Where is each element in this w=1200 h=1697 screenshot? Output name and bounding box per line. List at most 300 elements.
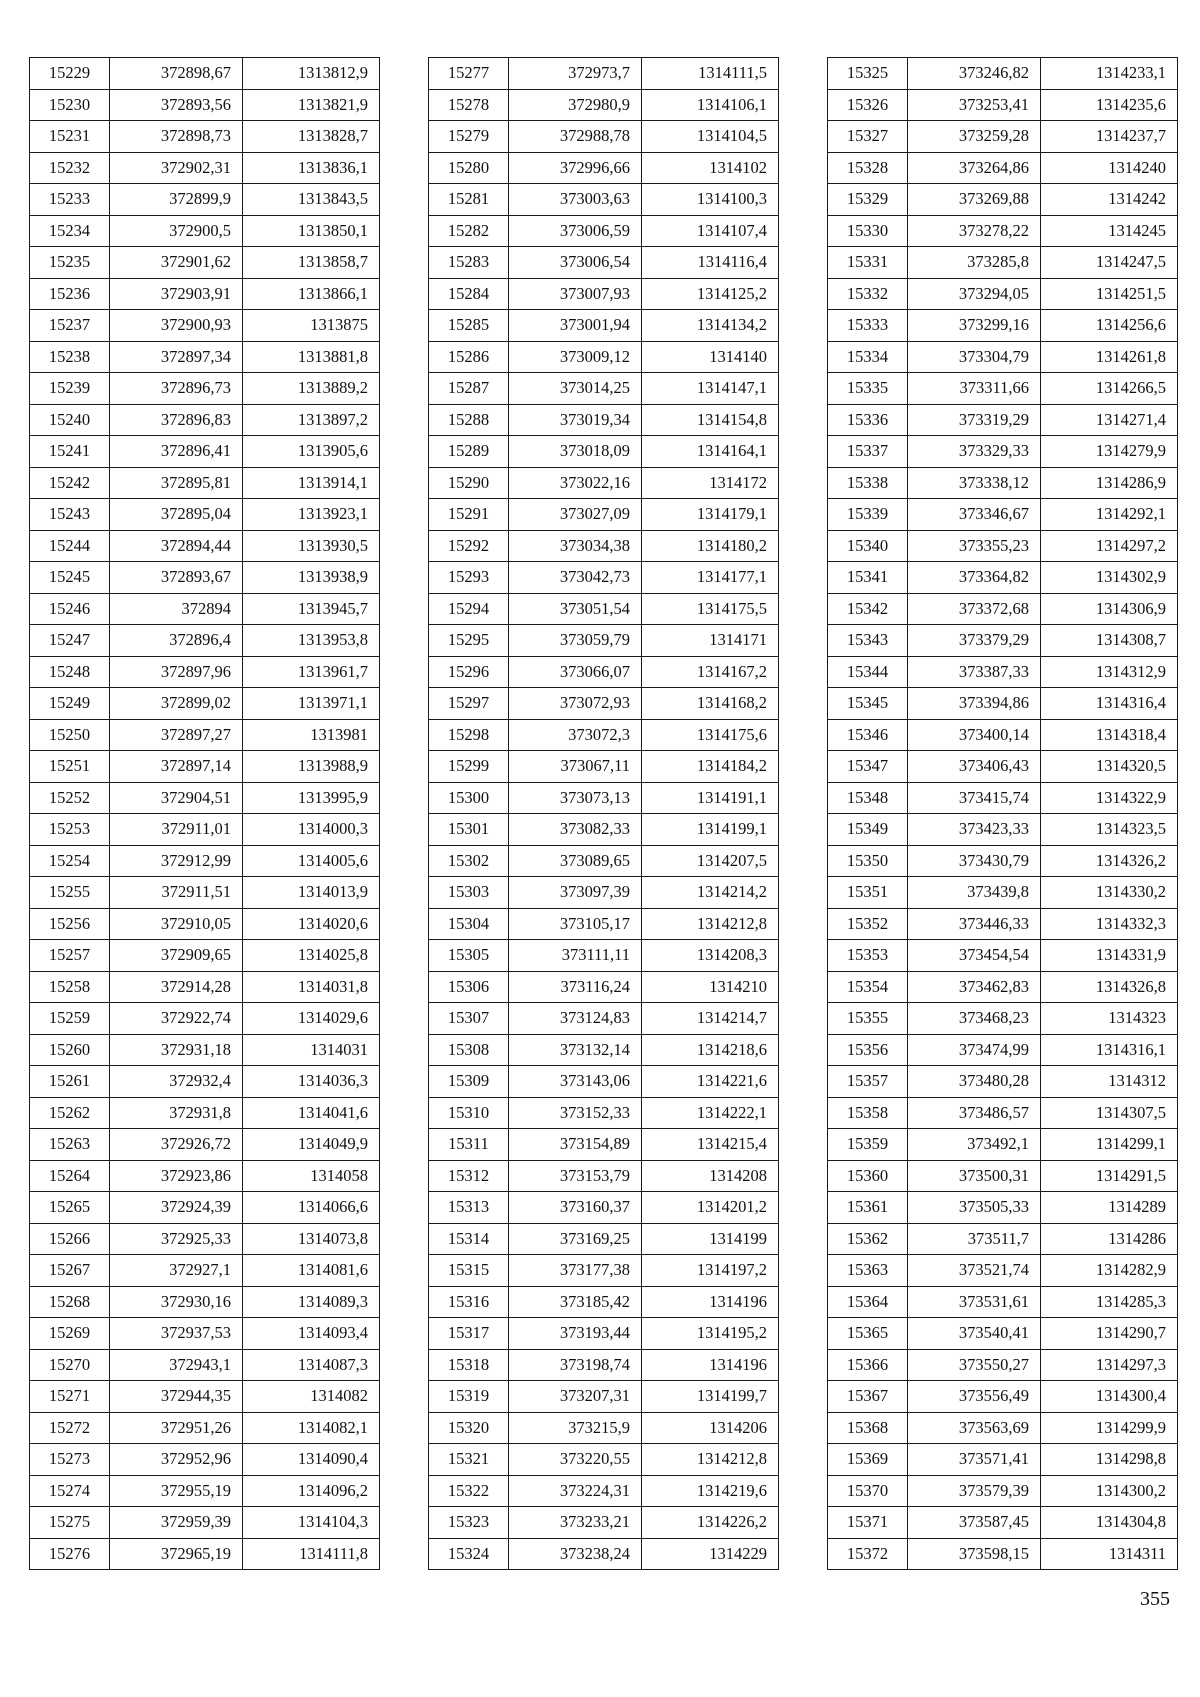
y-coordinate-cell: 1314096,2 [243,1475,380,1507]
point-number-cell: 15233 [30,184,110,216]
table-row [30,688,380,720]
table-row [429,467,779,499]
point-number-cell: 15293 [429,562,509,594]
y-coordinate-cell: 1314093,4 [243,1318,380,1350]
point-number-cell: 15343 [828,625,908,657]
table-row [30,908,380,940]
point-number-cell: 15290 [429,467,509,499]
point-number-cell: 15281 [429,184,509,216]
x-coordinate-cell: 372899,02 [110,688,243,720]
point-number-cell: 15323 [429,1507,509,1539]
table-row [30,121,380,153]
x-coordinate-cell: 373511,7 [908,1223,1041,1255]
table-row [429,940,779,972]
table-row [30,1160,380,1192]
point-number-cell: 15358 [828,1097,908,1129]
y-coordinate-cell: 1314290,7 [1041,1318,1178,1350]
table-row [30,593,380,625]
point-number-cell: 15304 [429,908,509,940]
y-coordinate-cell: 1314013,9 [243,877,380,909]
table-row [429,719,779,751]
x-coordinate-cell: 373207,31 [509,1381,642,1413]
x-coordinate-cell: 373042,73 [509,562,642,594]
table-row [30,184,380,216]
x-coordinate-cell: 372937,53 [110,1318,243,1350]
y-coordinate-cell: 1314058 [243,1160,380,1192]
y-coordinate-cell: 1314219,6 [642,1475,779,1507]
y-coordinate-cell: 1314312 [1041,1066,1178,1098]
x-coordinate-cell: 373153,79 [509,1160,642,1192]
y-coordinate-cell: 1314031 [243,1034,380,1066]
x-coordinate-cell: 373259,28 [908,121,1041,153]
x-coordinate-cell: 372900,93 [110,310,243,342]
point-number-cell: 15326 [828,89,908,121]
table-row [429,1255,779,1287]
y-coordinate-cell: 1313971,1 [243,688,380,720]
x-coordinate-cell: 373462,83 [908,971,1041,1003]
point-number-cell: 15272 [30,1412,110,1444]
x-coordinate-cell: 373531,61 [908,1286,1041,1318]
table-row [429,89,779,121]
x-coordinate-cell: 372922,74 [110,1003,243,1035]
point-number-cell: 15229 [30,58,110,90]
point-number-cell: 15329 [828,184,908,216]
y-coordinate-cell: 1314175,6 [642,719,779,751]
table-row [429,121,779,153]
point-number-cell: 15234 [30,215,110,247]
table-row [429,1507,779,1539]
x-coordinate-cell: 373406,43 [908,751,1041,783]
point-number-cell: 15364 [828,1286,908,1318]
y-coordinate-cell: 1314171 [642,625,779,657]
table-row [429,1381,779,1413]
x-coordinate-cell: 372896,4 [110,625,243,657]
point-number-cell: 15363 [828,1255,908,1287]
point-number-cell: 15353 [828,940,908,972]
point-number-cell: 15362 [828,1223,908,1255]
table-row [828,688,1178,720]
x-coordinate-cell: 373009,12 [509,341,642,373]
x-coordinate-cell: 372897,96 [110,656,243,688]
y-coordinate-cell: 1313850,1 [243,215,380,247]
x-coordinate-cell: 372899,9 [110,184,243,216]
table-row [828,1349,1178,1381]
table-row [828,1192,1178,1224]
x-coordinate-cell: 373486,57 [908,1097,1041,1129]
y-coordinate-cell: 1313875 [243,310,380,342]
table-row [828,625,1178,657]
table-row [429,688,779,720]
point-number-cell: 15350 [828,845,908,877]
point-number-cell: 15328 [828,152,908,184]
table-row [429,247,779,279]
table-row [828,1097,1178,1129]
x-coordinate-cell: 373278,22 [908,215,1041,247]
x-coordinate-cell: 373500,31 [908,1160,1041,1192]
y-coordinate-cell: 1314247,5 [1041,247,1178,279]
point-number-cell: 15260 [30,1034,110,1066]
x-coordinate-cell: 373233,21 [509,1507,642,1539]
point-number-cell: 15327 [828,121,908,153]
table-row [30,310,380,342]
point-number-cell: 15306 [429,971,509,1003]
x-coordinate-cell: 373319,29 [908,404,1041,436]
table-row [30,1097,380,1129]
x-coordinate-cell: 372951,26 [110,1412,243,1444]
table-row [429,152,779,184]
point-number-cell: 15253 [30,814,110,846]
y-coordinate-cell: 1314292,1 [1041,499,1178,531]
y-coordinate-cell: 1314240 [1041,152,1178,184]
point-number-cell: 15254 [30,845,110,877]
table-row [30,719,380,751]
table-row [828,247,1178,279]
table-row [429,278,779,310]
x-coordinate-cell: 373454,54 [908,940,1041,972]
x-coordinate-cell: 373364,82 [908,562,1041,594]
x-coordinate-cell: 372927,1 [110,1255,243,1287]
point-number-cell: 15255 [30,877,110,909]
x-coordinate-cell: 373521,74 [908,1255,1041,1287]
y-coordinate-cell: 1314308,7 [1041,625,1178,657]
table-row [30,1255,380,1287]
point-number-cell: 15252 [30,782,110,814]
y-coordinate-cell: 1314316,1 [1041,1034,1178,1066]
point-number-cell: 15368 [828,1412,908,1444]
point-number-cell: 15333 [828,310,908,342]
y-coordinate-cell: 1313923,1 [243,499,380,531]
table-row [828,310,1178,342]
y-coordinate-cell: 1314134,2 [642,310,779,342]
x-coordinate-cell: 372965,19 [110,1538,243,1570]
table-row [30,499,380,531]
table-row [429,593,779,625]
point-number-cell: 15249 [30,688,110,720]
y-coordinate-cell: 1314279,9 [1041,436,1178,468]
table-row [30,1444,380,1476]
y-coordinate-cell: 1313905,6 [243,436,380,468]
point-number-cell: 15243 [30,499,110,531]
y-coordinate-cell: 1314020,6 [243,908,380,940]
x-coordinate-cell: 373246,82 [908,58,1041,90]
y-coordinate-cell: 1314199,7 [642,1381,779,1413]
point-number-cell: 15274 [30,1475,110,1507]
x-coordinate-cell: 373329,33 [908,436,1041,468]
x-coordinate-cell: 373097,39 [509,877,642,909]
x-coordinate-cell: 373034,38 [509,530,642,562]
point-number-cell: 15282 [429,215,509,247]
x-coordinate-cell: 372943,1 [110,1349,243,1381]
x-coordinate-cell: 373379,29 [908,625,1041,657]
y-coordinate-cell: 1314208 [642,1160,779,1192]
y-coordinate-cell: 1314102 [642,152,779,184]
x-coordinate-cell: 373185,42 [509,1286,642,1318]
x-coordinate-cell: 373089,65 [509,845,642,877]
table-row [828,1318,1178,1350]
table-row [828,1160,1178,1192]
point-number-cell: 15277 [429,58,509,90]
point-number-cell: 15355 [828,1003,908,1035]
point-number-cell: 15321 [429,1444,509,1476]
y-coordinate-cell: 1314245 [1041,215,1178,247]
x-coordinate-cell: 372910,05 [110,908,243,940]
table-row [429,1412,779,1444]
x-coordinate-cell: 373492,1 [908,1129,1041,1161]
y-coordinate-cell: 1314172 [642,467,779,499]
table-row [828,373,1178,405]
point-number-cell: 15265 [30,1192,110,1224]
point-number-cell: 15340 [828,530,908,562]
y-coordinate-cell: 1314207,5 [642,845,779,877]
y-coordinate-cell: 1314300,2 [1041,1475,1178,1507]
point-number-cell: 15259 [30,1003,110,1035]
x-coordinate-cell: 373007,93 [509,278,642,310]
y-coordinate-cell: 1313836,1 [243,152,380,184]
x-coordinate-cell: 373563,69 [908,1412,1041,1444]
point-number-cell: 15357 [828,1066,908,1098]
table-row [828,184,1178,216]
y-coordinate-cell: 1314323 [1041,1003,1178,1035]
coordinates-table-2 [428,57,779,1570]
x-coordinate-cell: 372893,67 [110,562,243,594]
x-coordinate-cell: 373027,09 [509,499,642,531]
point-number-cell: 15366 [828,1349,908,1381]
page-number: 355 [1140,1588,1170,1610]
table-row [828,1034,1178,1066]
x-coordinate-cell: 373355,23 [908,530,1041,562]
y-coordinate-cell: 1314089,3 [243,1286,380,1318]
x-coordinate-cell: 372952,96 [110,1444,243,1476]
x-coordinate-cell: 373059,79 [509,625,642,657]
table-row [30,1192,380,1224]
y-coordinate-cell: 1314206 [642,1412,779,1444]
table-row [30,782,380,814]
point-number-cell: 15288 [429,404,509,436]
y-coordinate-cell: 1314005,6 [243,845,380,877]
y-coordinate-cell: 1313812,9 [243,58,380,90]
x-coordinate-cell: 372980,9 [509,89,642,121]
x-coordinate-cell: 373372,68 [908,593,1041,625]
x-coordinate-cell: 373480,28 [908,1066,1041,1098]
point-number-cell: 15297 [429,688,509,720]
x-coordinate-cell: 372931,18 [110,1034,243,1066]
table-row [429,1097,779,1129]
point-number-cell: 15325 [828,58,908,90]
table-row [828,940,1178,972]
table-row [828,656,1178,688]
x-coordinate-cell: 373072,93 [509,688,642,720]
table-row [429,908,779,940]
table-row [30,845,380,877]
y-coordinate-cell: 1314242 [1041,184,1178,216]
y-coordinate-cell: 1314326,8 [1041,971,1178,1003]
x-coordinate-cell: 372914,28 [110,971,243,1003]
y-coordinate-cell: 1313821,9 [243,89,380,121]
table-row [828,152,1178,184]
point-number-cell: 15347 [828,751,908,783]
point-number-cell: 15236 [30,278,110,310]
point-number-cell: 15286 [429,341,509,373]
table-row [828,1003,1178,1035]
table-row [30,152,380,184]
point-number-cell: 15309 [429,1066,509,1098]
x-coordinate-cell: 373001,94 [509,310,642,342]
x-coordinate-cell: 372926,72 [110,1129,243,1161]
table-row [828,1412,1178,1444]
point-number-cell: 15270 [30,1349,110,1381]
y-coordinate-cell: 1314233,1 [1041,58,1178,90]
point-number-cell: 15237 [30,310,110,342]
table-row [429,1223,779,1255]
x-coordinate-cell: 372894,44 [110,530,243,562]
table-row [429,1475,779,1507]
x-coordinate-cell: 372931,8 [110,1097,243,1129]
y-coordinate-cell: 1314177,1 [642,562,779,594]
table-row [30,278,380,310]
table-row [30,1034,380,1066]
y-coordinate-cell: 1313866,1 [243,278,380,310]
y-coordinate-cell: 1314210 [642,971,779,1003]
y-coordinate-cell: 1314215,4 [642,1129,779,1161]
table-row [828,436,1178,468]
x-coordinate-cell: 373072,3 [509,719,642,751]
x-coordinate-cell: 372900,5 [110,215,243,247]
x-coordinate-cell: 373400,14 [908,719,1041,751]
table-row [30,1475,380,1507]
x-coordinate-cell: 373067,11 [509,751,642,783]
table-row [828,341,1178,373]
y-coordinate-cell: 1314299,9 [1041,1412,1178,1444]
y-coordinate-cell: 1314168,2 [642,688,779,720]
y-coordinate-cell: 1314318,4 [1041,719,1178,751]
point-number-cell: 15312 [429,1160,509,1192]
x-coordinate-cell: 373160,37 [509,1192,642,1224]
x-coordinate-cell: 372973,7 [509,58,642,90]
point-number-cell: 15345 [828,688,908,720]
y-coordinate-cell: 1314304,8 [1041,1507,1178,1539]
x-coordinate-cell: 373152,33 [509,1097,642,1129]
y-coordinate-cell: 1314180,2 [642,530,779,562]
point-number-cell: 15344 [828,656,908,688]
y-coordinate-cell: 1313995,9 [243,782,380,814]
x-coordinate-cell: 373579,39 [908,1475,1041,1507]
table-row [30,877,380,909]
x-coordinate-cell: 373571,41 [908,1444,1041,1476]
point-number-cell: 15369 [828,1444,908,1476]
x-coordinate-cell: 372897,27 [110,719,243,751]
point-number-cell: 15335 [828,373,908,405]
x-coordinate-cell: 373220,55 [509,1444,642,1476]
point-number-cell: 15342 [828,593,908,625]
x-coordinate-cell: 372893,56 [110,89,243,121]
point-number-cell: 15310 [429,1097,509,1129]
y-coordinate-cell: 1314199 [642,1223,779,1255]
table-row [429,499,779,531]
point-number-cell: 15317 [429,1318,509,1350]
point-number-cell: 15341 [828,562,908,594]
x-coordinate-cell: 372903,91 [110,278,243,310]
y-coordinate-cell: 1314164,1 [642,436,779,468]
table-row [30,89,380,121]
point-number-cell: 15354 [828,971,908,1003]
y-coordinate-cell: 1314291,5 [1041,1160,1178,1192]
y-coordinate-cell: 1314111,8 [243,1538,380,1570]
point-number-cell: 15336 [828,404,908,436]
x-coordinate-cell: 372896,83 [110,404,243,436]
point-number-cell: 15307 [429,1003,509,1035]
table-row [429,530,779,562]
y-coordinate-cell: 1314167,2 [642,656,779,688]
y-coordinate-cell: 1313930,5 [243,530,380,562]
y-coordinate-cell: 1313953,8 [243,625,380,657]
table-row [429,58,779,90]
point-number-cell: 15245 [30,562,110,594]
x-coordinate-cell: 372996,66 [509,152,642,184]
x-coordinate-cell: 372923,86 [110,1160,243,1192]
point-number-cell: 15359 [828,1129,908,1161]
y-coordinate-cell: 1314214,7 [642,1003,779,1035]
point-number-cell: 15303 [429,877,509,909]
point-number-cell: 15246 [30,593,110,625]
x-coordinate-cell: 373299,16 [908,310,1041,342]
point-number-cell: 15258 [30,971,110,1003]
y-coordinate-cell: 1314226,2 [642,1507,779,1539]
x-coordinate-cell: 373082,33 [509,814,642,846]
y-coordinate-cell: 1314049,9 [243,1129,380,1161]
table-row [828,1475,1178,1507]
table-row [429,971,779,1003]
point-number-cell: 15322 [429,1475,509,1507]
x-coordinate-cell: 373014,25 [509,373,642,405]
table-row [30,341,380,373]
y-coordinate-cell: 1314073,8 [243,1223,380,1255]
point-number-cell: 15263 [30,1129,110,1161]
table-row [30,814,380,846]
y-coordinate-cell: 1314087,3 [243,1349,380,1381]
y-coordinate-cell: 1313858,7 [243,247,380,279]
table-row [429,1129,779,1161]
y-coordinate-cell: 1314214,2 [642,877,779,909]
table-row [828,1444,1178,1476]
point-number-cell: 15361 [828,1192,908,1224]
y-coordinate-cell: 1314222,1 [642,1097,779,1129]
point-number-cell: 15268 [30,1286,110,1318]
x-coordinate-cell: 372911,51 [110,877,243,909]
table-row [30,247,380,279]
point-number-cell: 15371 [828,1507,908,1539]
table-row [30,467,380,499]
point-number-cell: 15302 [429,845,509,877]
x-coordinate-cell: 373224,31 [509,1475,642,1507]
table-row [828,530,1178,562]
y-coordinate-cell: 1314100,3 [642,184,779,216]
point-number-cell: 15292 [429,530,509,562]
table-row [429,215,779,247]
table-row [429,341,779,373]
point-number-cell: 15338 [828,467,908,499]
point-number-cell: 15296 [429,656,509,688]
table-row [828,1255,1178,1287]
table-row [429,310,779,342]
y-coordinate-cell: 1314082 [243,1381,380,1413]
table-row [828,1286,1178,1318]
table-row [429,877,779,909]
point-number-cell: 15301 [429,814,509,846]
y-coordinate-cell: 1314147,1 [642,373,779,405]
point-number-cell: 15261 [30,1066,110,1098]
point-number-cell: 15247 [30,625,110,657]
y-coordinate-cell: 1314104,5 [642,121,779,153]
